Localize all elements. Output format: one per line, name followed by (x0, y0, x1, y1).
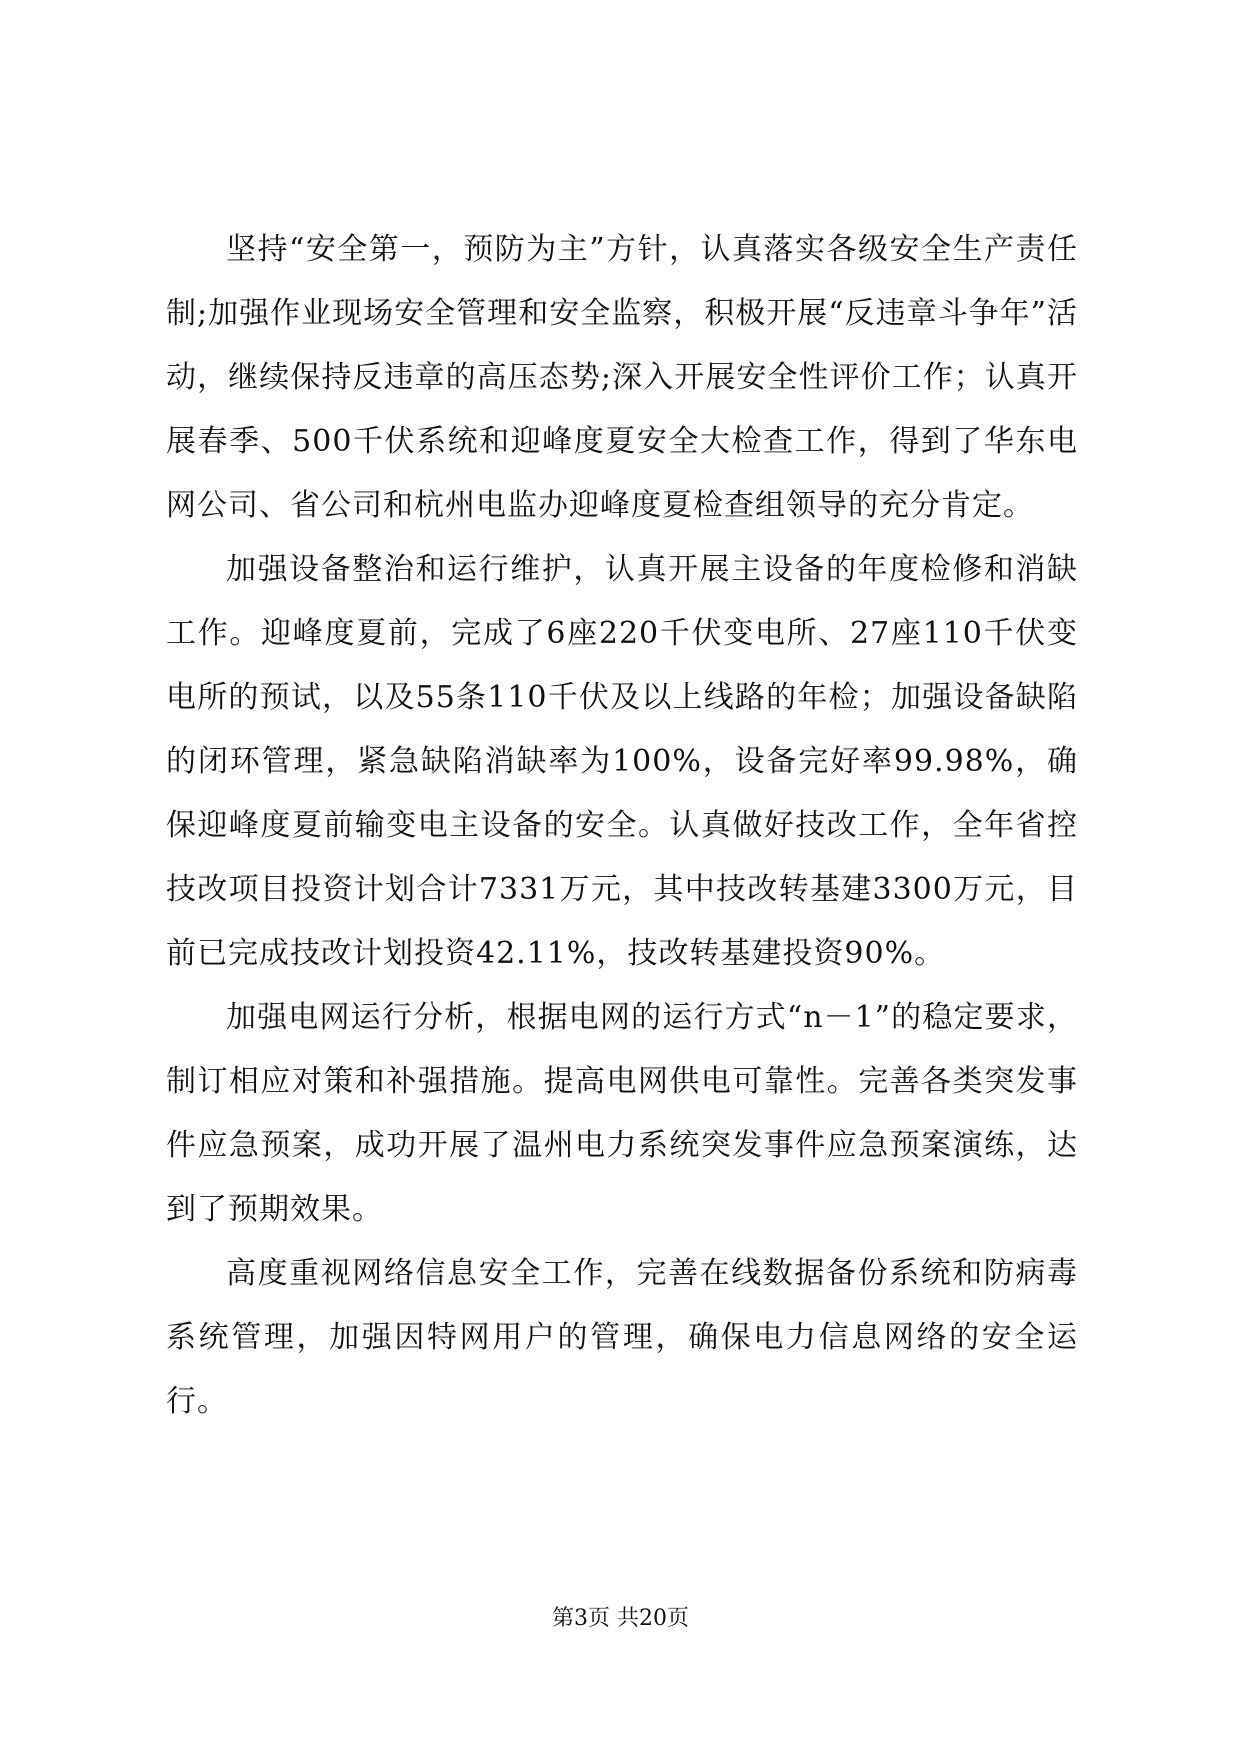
paragraph-network-security: 高度重视网络信息安全工作，完善在线数据备份系统和防病毒系统管理，加强因特网用户的管理，确保电力信息网络的安全运行。 (166, 1256, 1078, 1419)
paragraph-safety-production: 坚持“安全第一，预防为主”方针，认真落实各级安全生产责任制;加强作业现场安全管理和安全监察，积极开展“反违章斗争年”活动，继续保持反违章的高压态势;深入开展安全性评价工作；认真开展春季、500千伏系统和迎峰度夏安全大检查工作，得到了华东电网公司、省公司和杭州电监办迎峰度夏检查组领导的充分肯定。 (166, 232, 1078, 523)
document-body (166, 218, 1078, 1434)
paragraph-grid-operation: 加强电网运行分析，根据电网的运行方式“n－1”的稳定要求，制订相应对策和补强措施。提高电网供电可靠性。完善各类突发事件应急预案，成功开展了温州电力系统突发事件应急预案演练，达到了预期效果。 (166, 1000, 1078, 1227)
page-number-footer: 第3页 共20页 (552, 1606, 689, 1631)
paragraph-equipment-maintenance: 加强设备整治和运行维护，认真开展主设备的年度检修和消缺工作。迎峰度夏前，完成了6座220千伏变电所、27座110千伏变电所的预试，以及55条110千伏及以上线路的年检；加强设备缺陷的闭环管理，紧急缺陷消缺率为100%，设备完好率99.98%，确保迎峰度夏前输变电主设备的安全。认真做好技改工作，全年省控技改项目投资计划合计7331万元，其中技改转基建3300万元，目前已完成技改计划投资42.11%，技改转基建投资90%。 (166, 552, 1078, 971)
